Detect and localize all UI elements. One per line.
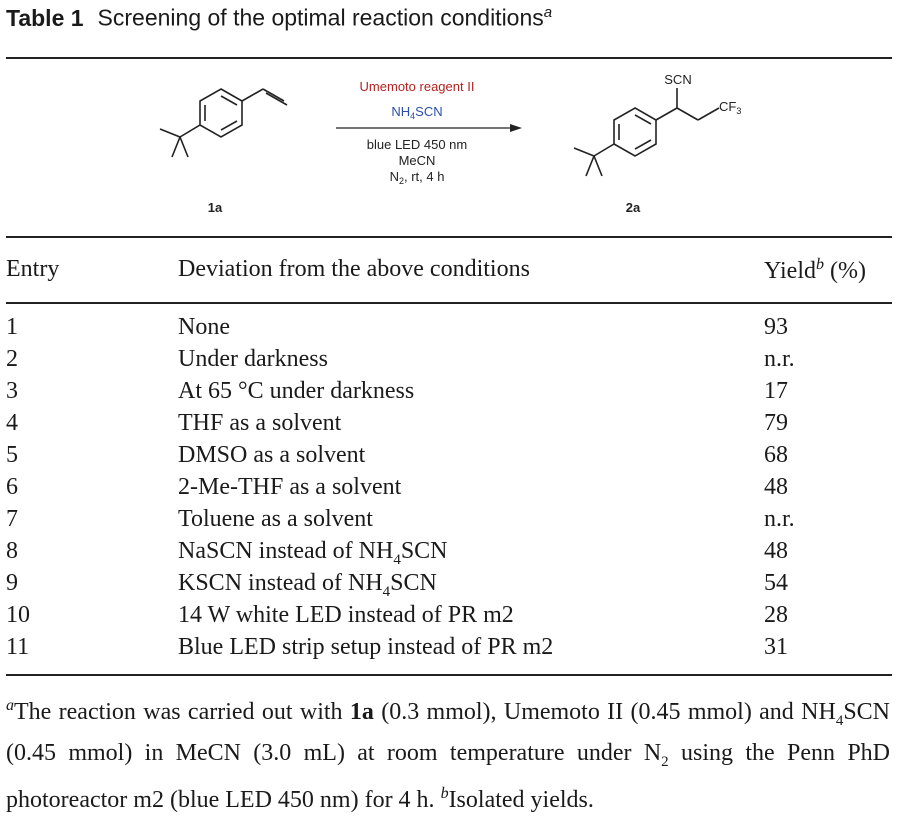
table-number: Table 1 — [6, 4, 84, 31]
header-deviation: Deviation from the above conditions — [178, 256, 530, 282]
reagent-umemoto: Umemoto reagent II — [359, 79, 475, 94]
product-cf3: $CF_3$ — [719, 99, 742, 116]
reagent-nh4scn: $NH_4SCN$ — [391, 104, 443, 121]
caption-footnote-mark: a — [543, 4, 553, 21]
condition-atmosphere: $N_2$, rt, 4 h — [389, 169, 445, 186]
product-structure — [574, 88, 719, 176]
product-label: 2a — [625, 200, 641, 215]
condition-light: blue LED 450 nm — [366, 137, 468, 152]
top-rule — [6, 57, 892, 59]
header-bottom-rule — [6, 302, 892, 304]
reactant-label: 1a — [207, 200, 223, 215]
reactant-structure — [160, 89, 287, 157]
product-scn: SCN — [664, 72, 692, 87]
table-caption — [6, 4, 552, 32]
header-top-rule — [6, 236, 892, 238]
table-title: Screening of the optimal reaction conditions — [97, 4, 544, 31]
header-entry: Entry — [6, 256, 60, 282]
arrow-head-icon — [510, 124, 522, 132]
reaction-scheme — [0, 60, 898, 236]
bottom-rule — [6, 674, 892, 676]
header-yield: Yield$^b$ (%) — [764, 256, 866, 284]
condition-solvent: MeCN — [398, 153, 436, 168]
table-footnote: $^a$The reaction was carried out with 1a (0.3 mmol), Umemoto II (0.45 mmol) and $NH_4SCN$ (0.45 mmol) in MeCN (3.0 mL) at room temperature under $N_2$ using the Penn PhD photoreactor m2 (blue LED 450 nm) for 4 h. $^b$Isolated yields. — [6, 697, 891, 813]
